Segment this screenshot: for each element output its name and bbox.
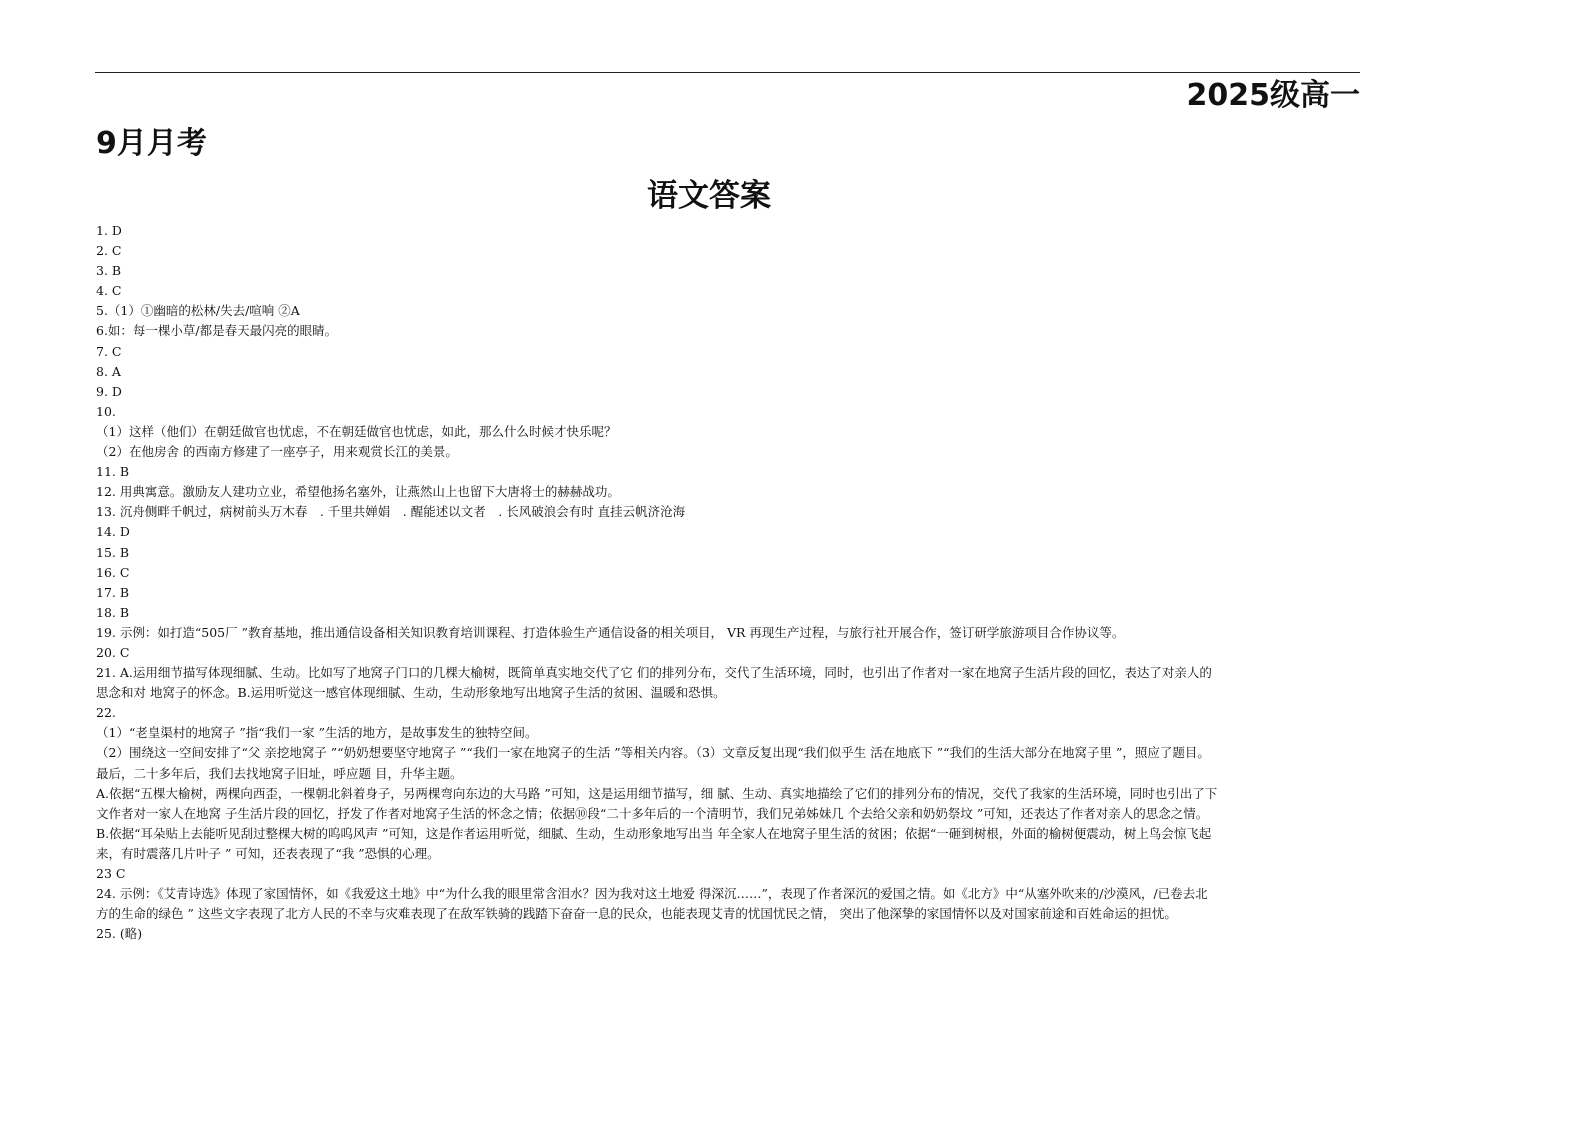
answer-list: [96, 221, 1361, 944]
exam-title: 9月月考: [96, 126, 207, 161]
answer-line: 6.如：每一棵小草/都是春天最闪亮的眼睛。: [96, 323, 338, 339]
answer-line: 18. B: [96, 604, 130, 620]
answer-line: 22.: [96, 705, 116, 721]
answer-line: 12. 用典寓意。激励友人建功立业，希望他扬名塞外，让燕然山上也留下大唐将士的赫赫战功。: [96, 484, 620, 500]
answer-line: 16. C: [96, 564, 130, 580]
grade-title: 2025级高一: [1186, 78, 1360, 113]
answer-line: 5.（1）①幽暗的松林/失去/喧响 ②A: [96, 303, 300, 319]
answer-line: 17. B: [96, 584, 130, 600]
answer-line: （2）在他房舍 的西南方修建了一座亭子，用来观赏长江的美景。: [96, 444, 458, 460]
answer-line: 20. C: [96, 644, 130, 660]
answer-line: 3. B: [96, 263, 122, 279]
answer-line: （1）“老皇渠村的地窝子 ”指“我们一家 ”生活的地方，是故事发生的独特空间。: [96, 725, 538, 741]
answer-line: 9. D: [96, 383, 122, 399]
answer-line: 7. C: [96, 343, 122, 359]
answer-line: 来，有时震落几片叶子 ” 可知，还表表现了“我 ”恐惧的心理。: [96, 845, 440, 861]
answer-line: 15. B: [96, 544, 130, 560]
answer-line: B.依据“耳朵贴上去能听见刮过整棵大树的呜呜风声 ”可知，这是作者运用听觉，细腻、生动，生动形象地写出当 年全家人在地窝子里生活的贫困；依据“一砸到树根，外面的榆树便震动，树上鸟会惊飞起: [96, 825, 1212, 841]
answer-line: 11. B: [96, 464, 130, 480]
answer-line: 4. C: [96, 283, 122, 299]
answer-line: 思念和对 地窝子的怀念。B.运用听觉这一感官体现细腻、生动，生动形象地写出地窝子生活的贫困、温暖和恐惧。: [96, 685, 726, 701]
answer-line: 19. 示例：如打造“505厂 ”教育基地，推出通信设备相关知识教育培训课程、打造体验生产通信设备的相关项目， VR 再现生产过程，与旅行社开展合作，签订研学旅游项目合作协议等。: [96, 624, 1125, 640]
answer-line: 21. A.运用细节描写体现细腻、生动。比如写了地窝子门口的几棵大榆树，既简单真实地交代了它 们的排列分布，交代了生活环境，同时，也引出了作者对一家在地窝子生活片段的回忆，表达了对亲人的: [96, 665, 1212, 681]
answer-line: 1. D: [96, 223, 122, 238]
answer-line: （2）围绕这一空间安排了“父 亲挖地窝子 ”“奶奶想要坚守地窝子 ”“我们一家在地窝子的生活 ”等相关内容。（3）文章反复出现“我们似乎生 活在地底下 ”“我们的生活大部分在地窝子里 ”，照应了题目。: [96, 745, 1210, 761]
header-rule: [95, 72, 1360, 73]
answer-line: 文作者对一家人在地窝 子生活片段的回忆，抒发了作者对地窝子生活的怀念之情；依据⑩段“二十多年后的一个清明节，我们兄弟姊妹几 个去给父亲和奶奶祭坟 ”可知，还表达了作者对亲人的思念之情。: [96, 805, 1209, 821]
answer-line: 方的生命的绿色 ” 这些文字表现了北方人民的不幸与灾难表现了在敌军铁骑的践踏下奋奋一息的民众，也能表现艾青的忧国忧民之情， 突出了他深挚的家国情怀以及对国家前途和百姓命运的担忧。: [96, 906, 1177, 922]
answer-line: 最后，二十多年后，我们去找地窝子旧址，呼应题 目，升华主题。: [96, 765, 463, 781]
answer-line: 23 C: [96, 866, 126, 881]
answer-line: 2. C: [96, 243, 122, 259]
answer-line: 24. 示例：《艾青诗选》体现了家国情怀，如《我爱这土地》中“为什么我的眼里常含泪水？因为我对这土地爱 得深沉……”，表现了作者深沉的爱国之情。如《北方》中“从塞外吹来的/沙漠风，/已卷去北: [96, 886, 1208, 902]
answer-line: 13. 沉舟侧畔千帆过，病树前头万木春 . 千里共婵娟 . 醒能述以文者 . 长风破浪会有时 直挂云帆济沧海: [96, 504, 686, 520]
answer-line: 14. D: [96, 524, 130, 540]
answer-line: 8. A: [96, 363, 121, 379]
answer-line: 10.: [96, 403, 116, 419]
answer-line: （1）这样（他们）在朝廷做官也忧虑，不在朝廷做官也忧虑，如此，那么什么时候才快乐呢？: [96, 423, 617, 439]
page-title: 语文答案: [647, 178, 771, 214]
answer-line: A.依据“五棵大榆树，两棵向西歪，一棵朝北斜着身子，另两棵弯向东边的大马路 ”可知，这是运用细节描写，细 腻、生动、真实地描绘了它们的排列分布的情况，交代了我家的生活环境，同时也引出了下: [96, 785, 1218, 801]
answer-line: 25. (略): [96, 926, 143, 942]
